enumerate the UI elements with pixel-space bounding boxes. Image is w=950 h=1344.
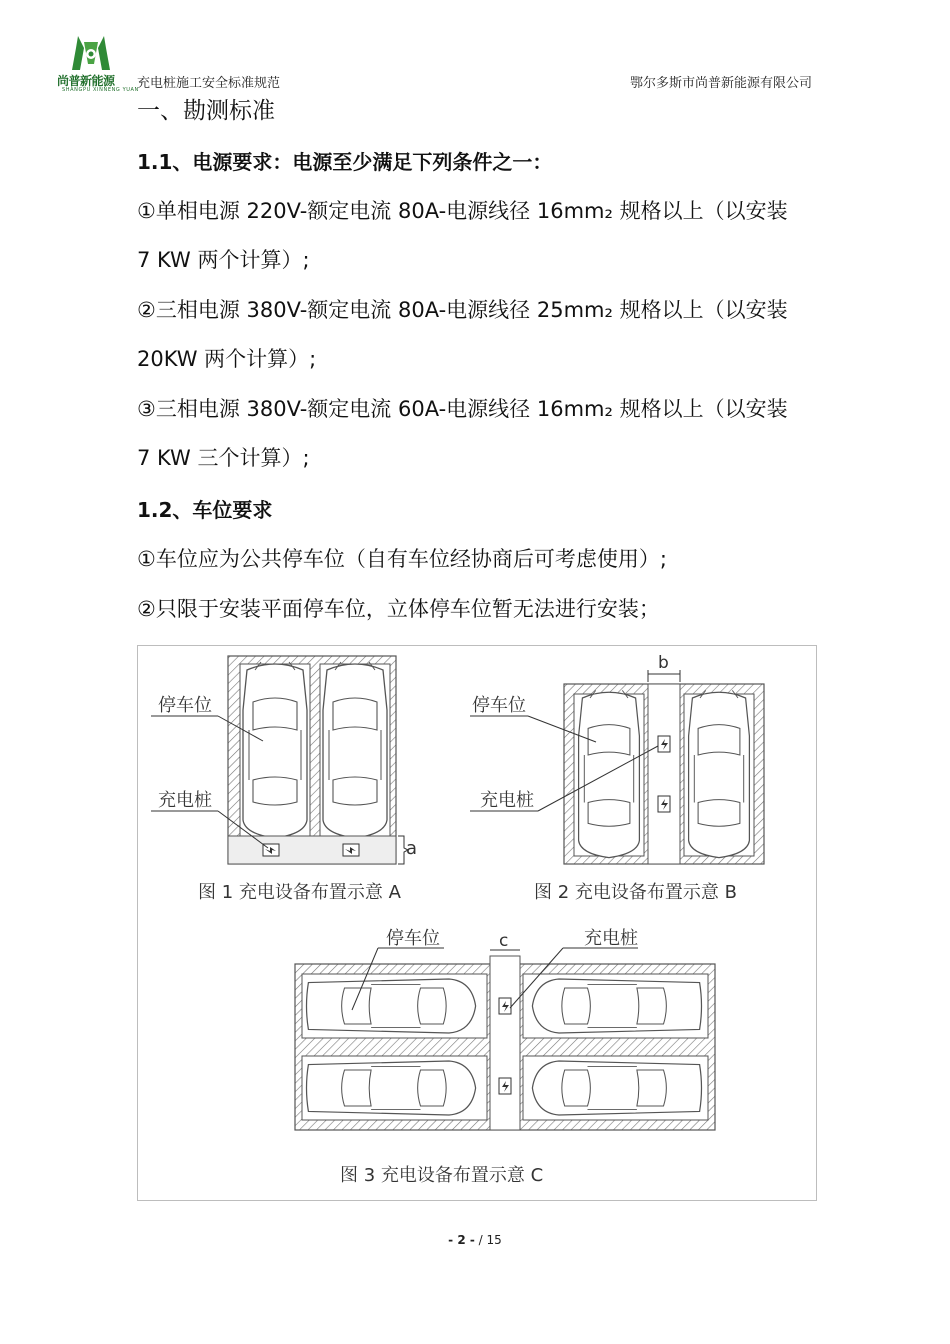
page-total: / 15 (478, 1233, 502, 1247)
fig3-caption: 图 3 充电设备布置示意 C (340, 1165, 544, 1186)
power-line-4: 20KW 两个计算）; (137, 347, 317, 371)
fig1-dim-a: a (406, 838, 418, 859)
fig3-parking-label: 停车位 (386, 928, 440, 949)
page-number: - 2 - (448, 1233, 475, 1247)
fig3-charger-label: 充电桩 (584, 928, 638, 949)
power-line-2: 7 KW 两个计算）; (137, 248, 310, 272)
fig1-parking-label: 停车位 (158, 695, 212, 716)
page-footer (0, 1233, 950, 1247)
fig2-dim-b: b (658, 653, 669, 673)
subsection-heading-power: 1.1、电源要求：电源至少满足下列条件之一： (137, 150, 553, 174)
figure-3 (295, 928, 715, 1186)
power-line-5: ③三相电源 380V-额定电流 60A-电源线径 16mm₂ 规格以上（以安装 (137, 397, 788, 421)
logo-text: 尚普新能源 (57, 74, 115, 88)
power-line-6: 7 KW 三个计算）; (137, 446, 310, 470)
fig1-charger-label: 充电桩 (158, 790, 212, 811)
fig2-parking-label: 停车位 (472, 695, 526, 716)
power-line-1: ①单相电源 220V-额定电流 80A-电源线径 16mm₂ 规格以上（以安装 (137, 199, 788, 223)
fig2-caption: 图 2 充电设备布置示意 B (534, 882, 737, 903)
document-title: 充电桩施工安全标准规范 (137, 76, 281, 91)
figure-1 (151, 656, 417, 903)
section-heading: 一、勘测标准 (137, 98, 275, 124)
figure-2 (470, 653, 764, 903)
fig1-caption: 图 1 充电设备布置示意 A (198, 882, 401, 903)
logo-subtext: SHANGPU XINNENG YUAN (62, 87, 139, 93)
power-line-3: ②三相电源 380V-额定电流 80A-电源线径 25mm₂ 规格以上（以安装 (137, 298, 788, 322)
fig2-charger-label: 充电桩 (480, 790, 534, 811)
parking-line-1: ①车位应为公共停车位（自有车位经协商后可考虑使用）; (137, 547, 667, 571)
parking-line-2: ②只限于安装平面停车位，立体停车位暂无法进行安装； (137, 597, 660, 621)
company-name: 鄂尔多斯市尚普新能源有限公司 (629, 76, 812, 91)
layout-diagrams (138, 646, 816, 1200)
subsection-heading-parking: 1.2、车位要求 (137, 498, 273, 522)
layout-figure (137, 645, 817, 1201)
fig3-dim-c: c (499, 931, 509, 951)
